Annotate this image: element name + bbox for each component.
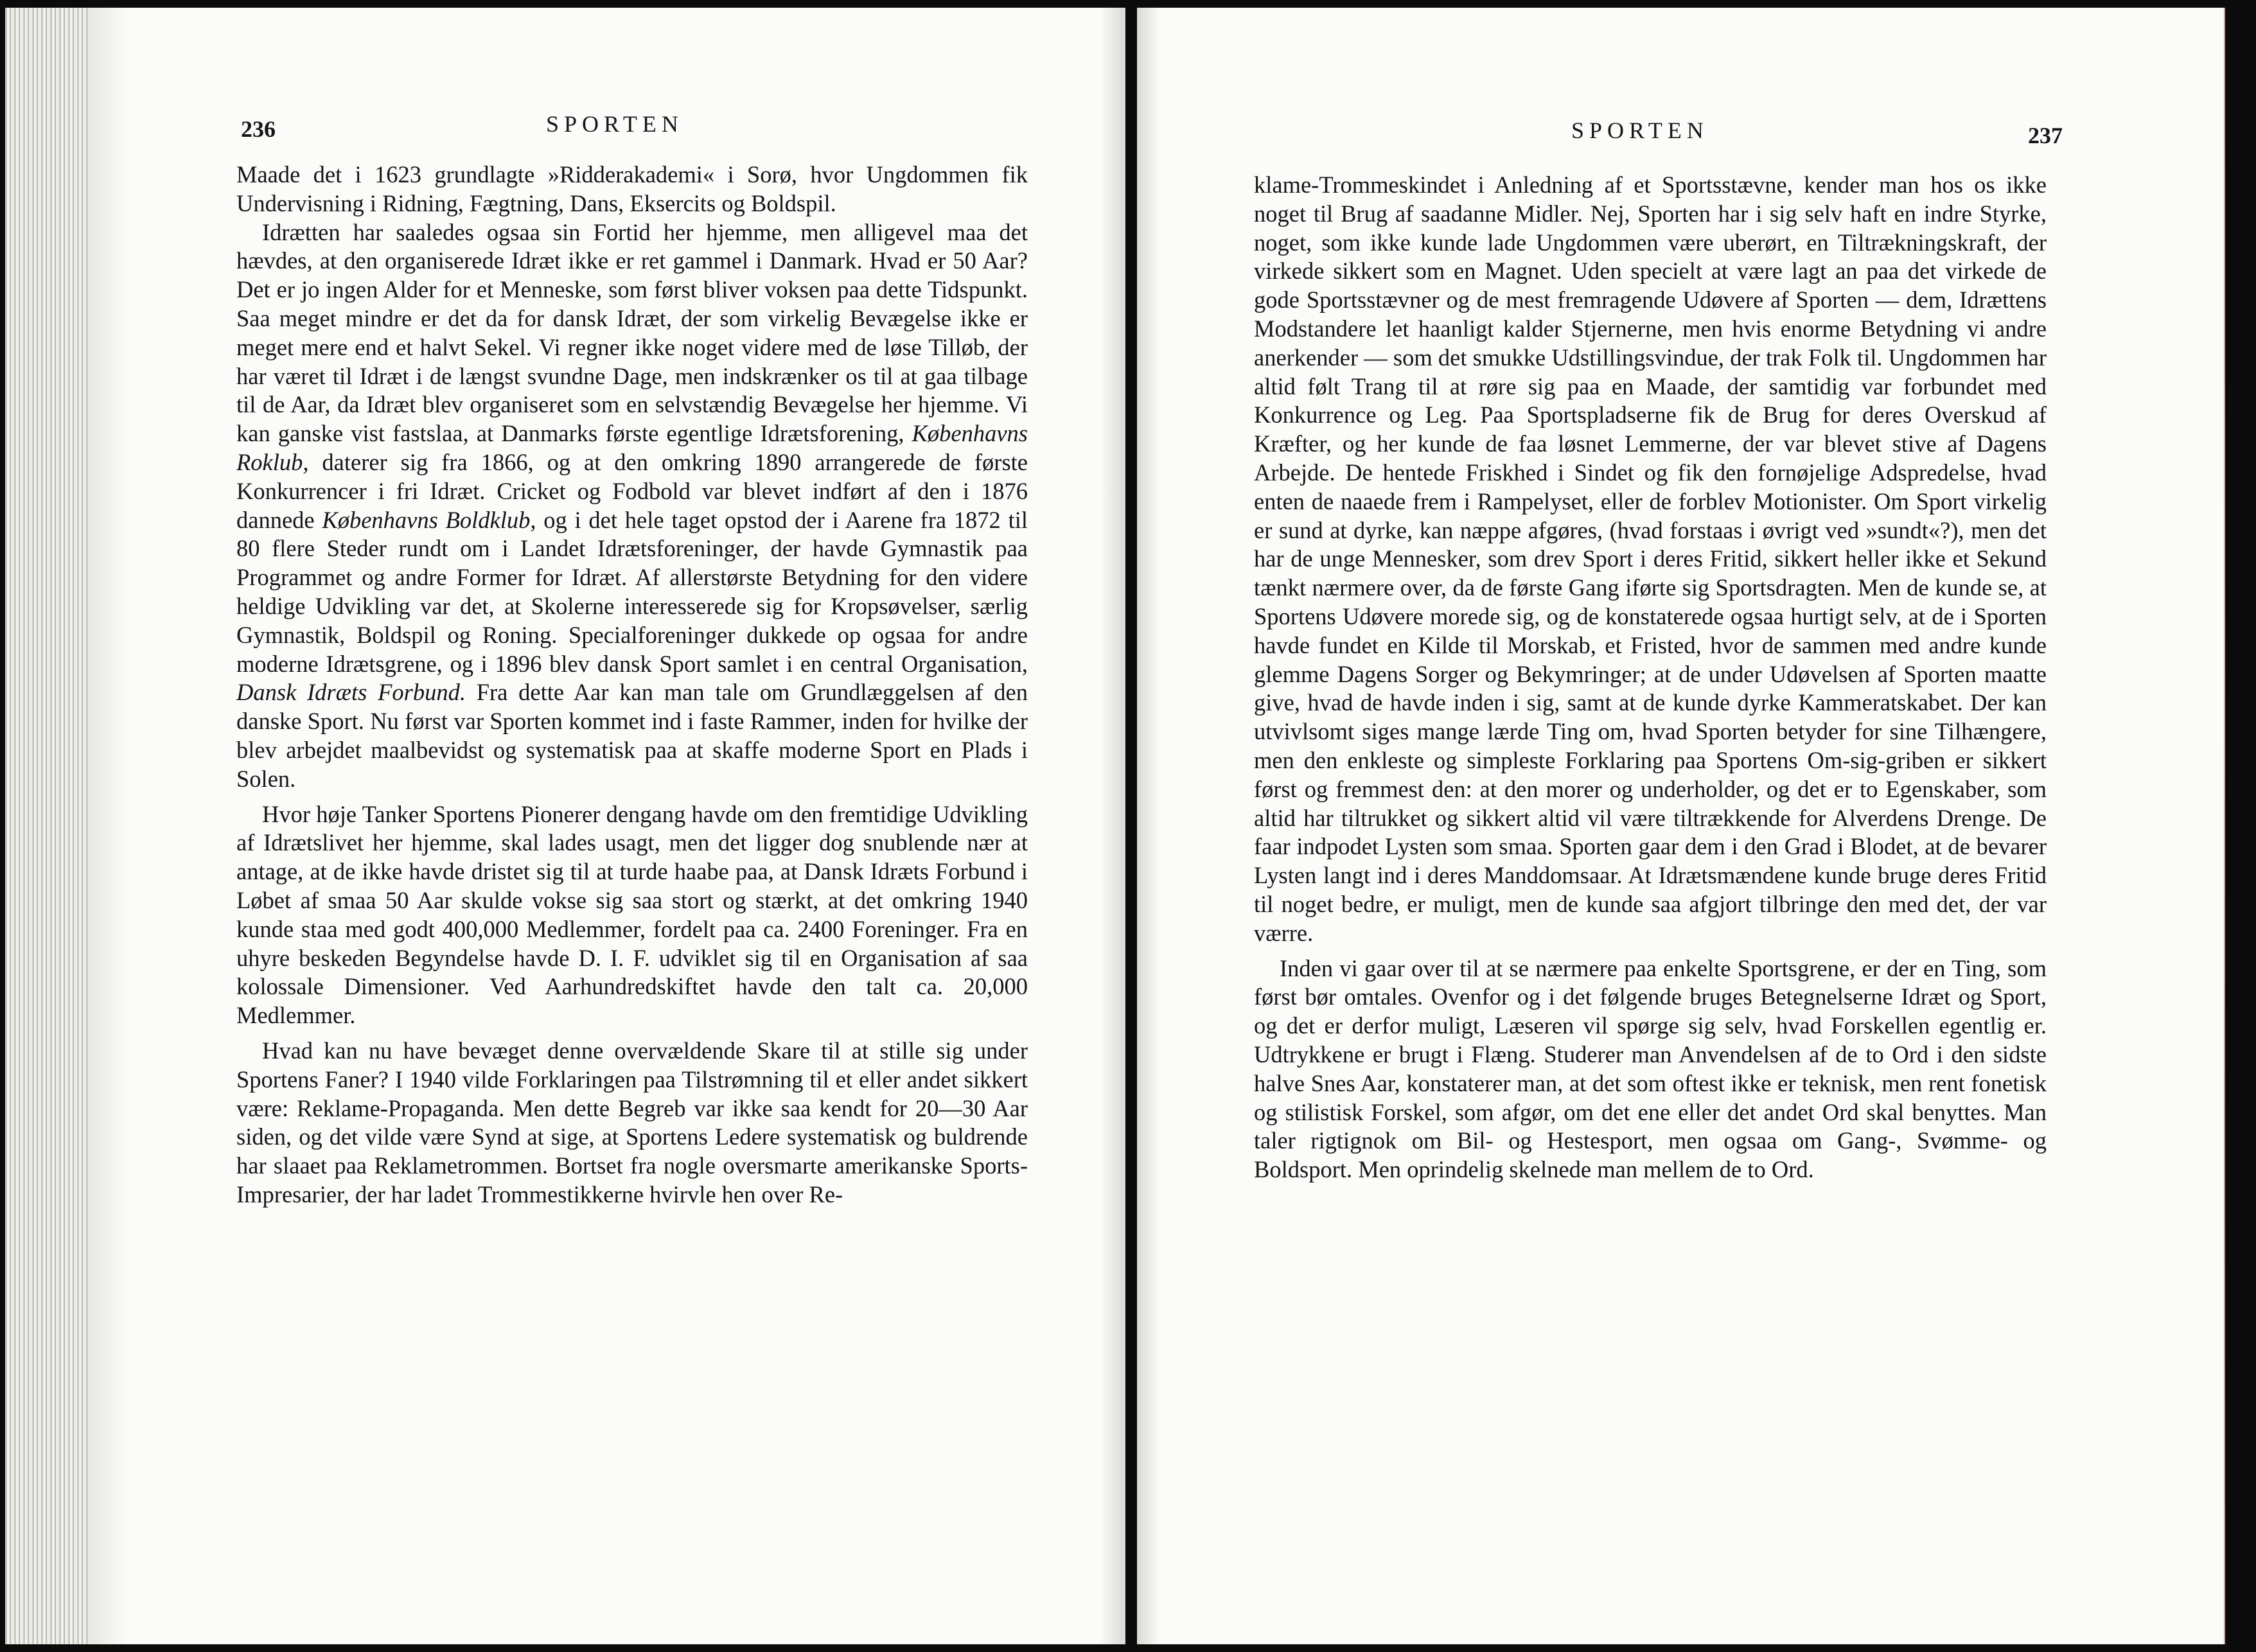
- paragraph: Maade det i 1623 grundlagte »Ridderakademi« i Sorø, hvor Ungdommen fik Undervisning i Ridning, Fægtning, Dans, Eksercits og Boldspil.: [236, 161, 1028, 216]
- page-edge-shadow: [89, 8, 127, 1644]
- left-page: [5, 8, 1125, 1644]
- page-number: 236: [241, 116, 276, 142]
- paragraph: Hvad kan nu have bevæget denne overvældende Skare til at stille sig under Sportens Faner? I 1940 vilde Forklaringen paa Tilstrømning til et eller andet sikkert være: Reklame-Propaganda. Men dette Begreb var ikke saa kendt for 20—30 Aar siden, og det vilde være Synd at sige, at Sportens Ledere systematisk og buldrende har slaaet paa Reklametrommen. Bortset fra nogle oversmarte amerikanske Sports-Impresarier, der har ladet Trommestikkerne hvirvle hen over Re-: [236, 1037, 1028, 1208]
- body-text: [1254, 171, 2047, 1184]
- running-head: SPORTEN: [1571, 118, 1709, 143]
- text-run: Fra dette Aar kan man tale om Grundlæggelsen af den danske Sport. Nu først var Sporten kommet ind i faste Rammer, inden for hvilke der blev arbejdet maalbevidst og systematisk paa at skaffe moderne Sport en Plads i Solen.: [236, 679, 1028, 792]
- paragraph: Inden vi gaar over til at se nærmere paa enkelte Sportsgrene, er der en Ting, som først bør omtales. Ovenfor og i det følgende bruges Betegnelserne Idræt og Sport, og det er derfor muligt, Læseren vil spørge sig selv, hvad Forskellen egentlig er. Udtrykkene er brugt i Flæng. Studerer man Anvendelsen af de to Ord i den sidste halve Snes Aar, konstaterer man, at det som oftest ikke er teknisk, men rent fonetisk og stilistisk Forskel, som afgør, om det ene eller det andet Ord skal benyttes. Man taler rigtignok om Bil- og Hestesport, men ogsaa om Gang-, Svømme- og Boldsport. Men oprindelig skelnede man mellem de to Ord.: [1254, 954, 2047, 1183]
- body-text: [236, 161, 1028, 1209]
- paragraph: Hvor høje Tanker Sportens Pionerer dengang havde om den fremtidige Udvikling af Idrætslivet her hjemme, skal lades usagt, men det ligger dog snublende nær at antage, at de ikke havde dristet sig til at turde haabe paa, at Dansk Idræts Forbund i Løbet af smaa 50 Aar skulde vokse sig saa stort og stærkt, at det omkring 1940 kunde staa med godt 400,000 Medlemmer, fordelt paa ca. 2400 Foreninger. Fra en uhyre beskeden Begyndelse havde D. I. F. udviklet sig til en Organisation af saa kolossale Dimensioner. Ved Aarhundredskiftet havde den talt ca. 20,000 Medlemmer.: [236, 800, 1028, 1029]
- page-edge-stack: [5, 8, 89, 1644]
- page-edge-strip: [2224, 8, 2225, 1644]
- text-run: Idrætten har saaledes ogsaa sin Fortid her hjemme, men alligevel maa det hævdes, at den organiserede Idræt ikke er ret gammel i Danmark. Hvad er 50 Aar? Det er jo ingen Alder for et Menneske, som først bliver voksen paa dette Tidspunkt. Saa meget mindre er det da for dansk Idræt, der som virkelig Bevægelse ikke er meget mere end et halvt Sekel. Vi regner ikke noget videre med de løse Tilløb, der har været til Idræt i de længst svundne Dage, men indskrænker os til at gaa tilbage til de Aar, da Idræt blev organiseret som en selvstændig Bevægelse her hjemme. Vi kan ganske vist fastslaa, at Danmarks første egentlige Idrætsforening,: [236, 218, 1028, 447]
- paragraph: [236, 218, 1028, 794]
- italic-club-name: Københavns Boldklub,: [322, 506, 536, 533]
- text-run: daterer sig fra 1866, og at den omkring 1890 arrangerede de første Konkurrencer i fri Idræt. Cricket og Fodbold var blevet indført af den i 1876 dannede: [236, 448, 1028, 533]
- gutter-shadow: [1100, 8, 1125, 1644]
- gutter-shadow: [1137, 8, 1160, 1644]
- running-head: SPORTEN: [546, 111, 683, 137]
- italic-organisation-name: Dansk Idræts Forbund.: [236, 679, 466, 706]
- paragraph: klame-Trommeskindet i Anledning af et Sportsstævne, kender man hos os ikke noget til Brug af saadanne Midler. Nej, Sporten har i sig selv haft en indre Styrke, noget, som ikke kunde lade Ungdommen være uberørt, en Tiltrækningskraft, der virkede sikkert som en Magnet. Uden specielt at være lagt an paa det virkede de gode Sportsstævner og de mest fremragende Udøvere af Sporten — dem, Idrættens Modstandere let haanligt kalder Stjernerne, men hvis enorme Betydning vi andre anerkender — som det smukke Udstillingsvindue, der trak Folk til. Ungdommen har altid følt Trang til at røre sig paa en Maade, der samtidig var forbundet med Konkurrence og Leg. Paa Sportspladserne fik de Brug for deres Overskud af Kræfter, og her kunde de faa løsnet Lemmerne, der var blevet stive af Dagens Arbejde. De hentede Friskhed i Sindet og fik den fornøjelige Adspredelse, hvad enten de naaede frem i Rampelyset, eller de forblev Motionister. Om Sport virkelig er sund at dyrke, kan næppe afgøres, (hvad forstaas i øvrigt ved »sundt«?), men det har de unge Mennesker, som drev Sport i deres Fritid, sikkert heller ikke et Sekund tænkt nærmere over, da de første Gang iførte sig Sportsdragten. Men de kunde se, at Sportens Udøvere morede sig, og de konstaterede ogsaa hurtigt selv, at de i Sporten havde fundet en Kilde til Morskab, et Fristed, hvor de sammen med andre kunde glemme Dagens Sorger og Bekymringer; at de under Udøvelsen af Sporten maatte give, hvad de havde inden i sig, samt at de kunde dyrke Kammeratskabet. Der kan utvivlsomt siges mange lærde Ting om, hvad Sporten betyder for sine Tilhængere, men den enkleste og simpleste Forklaring paa Sportens Om-sig-griben er sikkert først og fremmest den: at den morer og underholder, og det er to Egenskaber, som altid har tiltrukket og sikkert altid vil være tiltrækkende for Alverdens Drenge. De faar indpodet Lysten som smaa. Sporten gaar dem i den Grad i Blodet, at de bevarer Lysten langt ind i deres Manddomsaar. At Idrætsmændene kunde bruge deres Fritid til noget bedre, er muligt, men de kunde saa afgjort tilbringe den med det, der var værre.: [1254, 171, 2047, 946]
- page-number: 237: [2028, 123, 2063, 148]
- right-page: [1137, 8, 2225, 1644]
- italic-club-name: Københavns Roklub,: [236, 420, 1028, 475]
- text-run: og i det hele taget opstod der i Aarene fra 1872 til 80 flere Steder rundt om i Landet Idrætsforeninger, der havde Gymnastik paa Programmet og andre Former for Idræt. Af allerstørste Betydning for den videre heldige Udvikling var det, at Skolerne interesserede sig for Kropsøvelser, særlig Gymnastik, Boldspil og Roning. Specialforeninger dukkede op ogsaa for andre moderne Idrætsgrene, og i 1896 blev dansk Sport samlet i en central Organisation,: [236, 506, 1028, 677]
